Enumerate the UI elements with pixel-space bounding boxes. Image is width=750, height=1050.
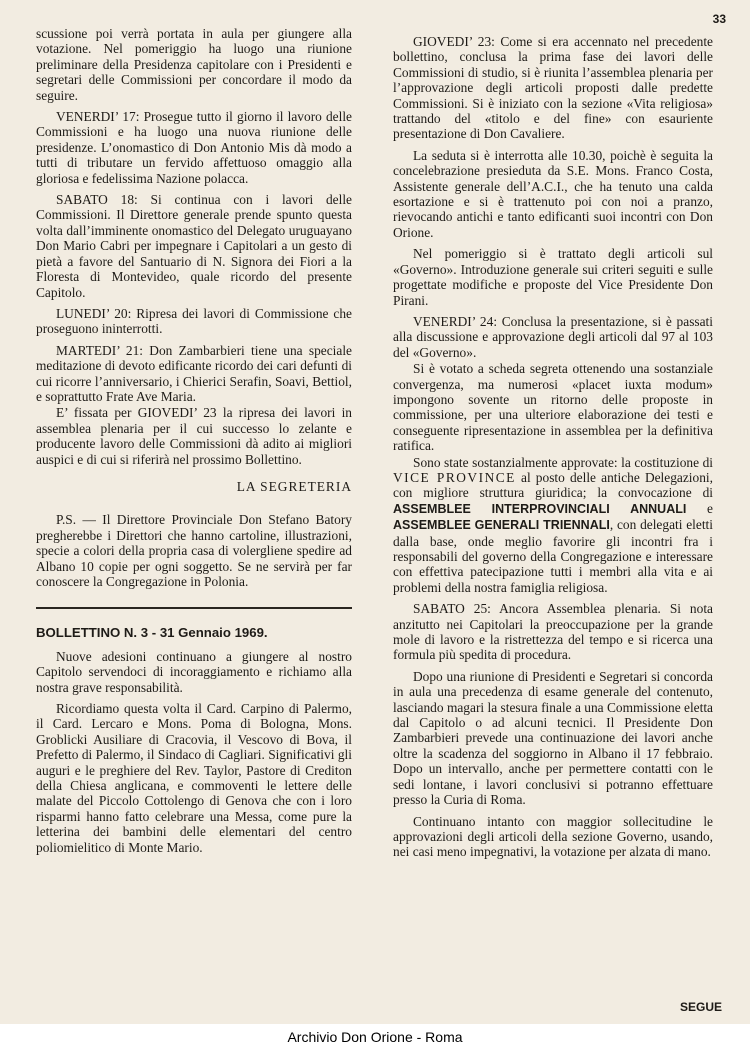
paragraph: Continuano intanto con maggior sollecitudine le approvazioni degli articoli della sezione Governo, usando, nei casi meno impegnativi, la votazione per alzata di mano. xyxy=(393,813,713,860)
paragraph-lunedi-20: LUNEDI’ 20: Ripresa dei lavori di Commissione che proseguono ininterrotti. xyxy=(36,305,352,337)
paragraph: Dopo una riunione di Presidenti e Segretari si concorda in aula una precedenza di esame generale del contenuto, lasciando magari la stesura finale a una Commissione eletta dal Capitolo o ad alcuni tecnici. Il Presidente Don Zambarbieri prevede una continuazione dei lavori anche oltre la scadenza del soggiorno in Albano il 17 febbraio. Dopo un intervallo, anche per permettere contatti con le sedi lontane, i lavori conclusivi si potranno effettuare presso la Curia di Roma. xyxy=(393,668,713,808)
text-run: , con delegati eletti dalla base, onde meglio favorire gli incontri fra i responsabili del governo della Congregazione e interessare con effettiva patecipazione tutti i membri alla vita e ai problemi della nostra famiglia religiosa. xyxy=(393,517,713,595)
paragraph: Nel pomeriggio si è trattato degli articoli sul «Governo». Introduzione generale sui criteri seguiti e sulle progettate modifiche e proposte del Vice Presidente Don Pirani. xyxy=(393,246,713,308)
paragraph-martedi-21: MARTEDI’ 21: Don Zambarbieri tiene una speciale meditazione di devoto edificante ricordo dei cari defunti di cui ricorre l’anniversario, i Chierici Serafin, Soavi, Bettiol, e soprattutto Frate Ave Maria. xyxy=(36,342,352,404)
emphasis-assemblee-generali: ASSEMBLEE GENERALI TRIENNALI xyxy=(393,518,610,533)
page-number: 33 xyxy=(712,12,726,26)
paragraph: Ricordiamo questa volta il Card. Carpino di Palermo, il Card. Lercaro e Mons. Poma di Bologna, Mons. Groblicki Ausiliare di Cracovia, il Vescovo di Bova, il Prefetto di Palermo, il Sindaco di Cagliari. Significativi gli auguri e le preghiere del Rev. Taylor, Pastore di Crediton della Chiesa anglicana, e commoventi le lettere delle malate del Piccolo Cottolengo di Genova che con i loro risparmi hanno fatto celebrare una Messa, come pure la letterina dei bambini delle elementari del centro poliomielitico di Monte Mario. xyxy=(36,701,352,855)
paragraph-approvals xyxy=(393,455,713,596)
text-run: e xyxy=(686,500,713,516)
paragraph: scussione poi verrà portata in aula per giungere alla votazione. Nel pomeriggio ha luogo una riunione preliminare della Presidenza capitolare con i Presidenti e segretari delle Commissioni per concordare il modo da seguire. xyxy=(36,26,352,103)
paragraph-sabato-25: SABATO 25: Ancora Assemblea plenaria. Si nota anzitutto nei Capitolari la preoccupazione per la grande mole di lavoro e la ristrettezza del tempo e si ricerca una formula più spedita di procedura. xyxy=(393,601,713,663)
paragraph: La seduta si è interrotta alle 10.30, poichè è seguita la concelebrazione presieduta da S.E. Mons. Franco Costa, Assistente generale dell’A.C.I., che ha tenuto una calda esortazione e si è trattenuto poi con noi a pranzo, rievocando antichi e tanto edificanti suoi incontri con Don Orione. xyxy=(393,147,713,240)
paragraph: Nuove adesioni continuano a giungere al nostro Capitolo servendoci di incoraggiamento e richiamo alla nostra grave responsabilità. xyxy=(36,648,352,695)
segue-label: SEGUE xyxy=(679,1000,722,1014)
paragraph-giovedi-23-note: E’ fissata per GIOVEDI’ 23 la ripresa dei lavori in assemblea plenaria per il cui successo lo zelante e producente lavoro delle Commissioni dà adito ai migliori auspici e di cui si riferirà nel prossimo Bollettino. xyxy=(36,405,352,467)
right-column xyxy=(393,34,713,866)
paragraph: Si è votato a scheda segreta ottenendo una sostanziale convergenza, ma numerosi «placet iuxta modum» impongono sovente un ritorno delle proposte in commissione, per una ulteriore elaborazione dei testi e conseguente ripresentazione in assemblea per la definitiva ratifica. xyxy=(393,361,713,454)
archive-caption: Archivio Don Orione - Roma xyxy=(0,1024,750,1050)
paragraph-giovedi-23: GIOVEDI’ 23: Come si era accennato nel precedente bollettino, conclusa la prima fase dei lavori delle Commissioni di studio, si è riunita l’assemblea plenaria per l’approvazione degli articoli proposti dalle predette Commissioni. Si è iniziato con la sezione «Vita religiosa» trattando del «titolo e del fine» con esauriente presentazione di Don Cavaliere. xyxy=(393,34,713,142)
postscript: P.S. — Il Direttore Provinciale Don Stefano Batory pregherebbe i Direttori che hanno cartoline, illustrazioni, specie a colori della propria casa di volergliene spedire ad Albano 10 copie per ogni soggetto. Se ne servirà per far conoscere la Congregazione in Polonia. xyxy=(36,512,352,589)
paragraph-sabato-18: SABATO 18: Si continua con i lavori delle Commissioni. Il Direttore generale prende spunto questa volta dall’imminente onomastico del Delegato uruguayano Don Mario Cabri per impegnare i Capitolari a un gesto di pietà a favore del Santuario di N. Signora dei Fiori a la Floresta di Montevideo, quale ricordo del presente Capitolo. xyxy=(36,192,352,300)
signature: LA SEGRETERIA xyxy=(236,478,352,494)
left-column xyxy=(36,26,352,861)
emphasis-vice-province: VICE PROVINCE xyxy=(393,469,516,485)
emphasis-assemblee-interprovinciali: ASSEMBLEE INTERPROVINCIALI ANNUALI xyxy=(393,501,687,516)
paragraph-venerdi-17: VENERDI’ 17: Prosegue tutto il giorno il lavoro delle Commissioni e ha luogo una nuova riunione delle presidenze. L’onomastico di Don Antonio Mis dà modo a tutti di tributare un fervido affettuoso omaggio alla gloriosa e fedelissima Nazione polacca. xyxy=(36,109,352,186)
bollettino-heading: BOLLETTINO N. 3 - 31 Gennaio 1969. xyxy=(36,625,268,641)
text-run: Sono state sostanzialmente approvate: la costituzione di xyxy=(413,454,713,470)
text-run: al posto delle antiche Delegazioni, con migliore struttura giuridica; la convocazione di xyxy=(393,469,713,501)
paragraph-venerdi-24: VENERDI’ 24: Conclusa la presentazione, si è passati alla discussione e approvazione degli articoli dal 97 al 103 del «Governo». xyxy=(393,313,713,360)
section-divider xyxy=(36,607,352,609)
